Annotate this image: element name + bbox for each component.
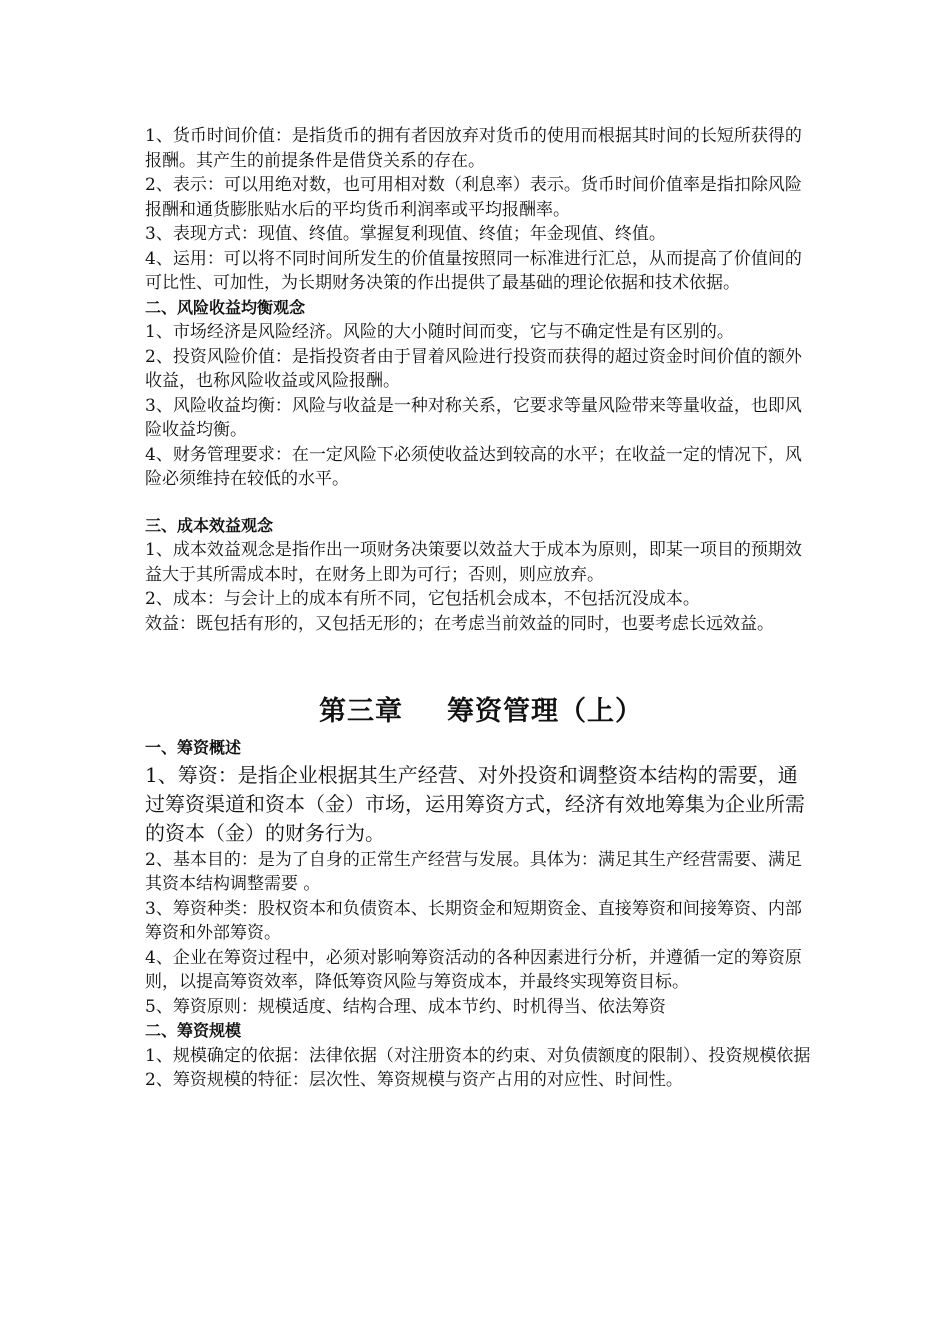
- paragraph: 4、企业在筹资过程中，必须对影响筹资活动的各种因素进行分析，并遵循一定的筹资原则，以提高筹资效率，降低筹资风险与筹资成本，并最终实现筹资目标。: [145, 947, 802, 992]
- chapter-name: 筹资管理（上）: [447, 696, 643, 727]
- paragraph: 1、成本效益观念是指作出一项财务决策要以效益大于成本为原则，即某一项目的预期效益大于其所需成本时，在财务上即为可行；否则，则应放弃。: [145, 540, 802, 585]
- section-heading: 三、成本效益观念: [145, 515, 274, 535]
- paragraph: 2、筹资规模的特征：层次性、筹资规模与资产占用的对应性、时间性。: [145, 1070, 683, 1090]
- paragraph: 2、投资风险价值：是指投资者由于冒着风险进行投资而获得的超过资金时间价值的额外收益，也称风险收益或风险报酬。: [145, 346, 802, 391]
- paragraph: 2、表示：可以用绝对数，也可用相对数（利息率）表示。货币时间价值率是指扣除风险报酬和通货膨胀贴水后的平均货币利润率或平均报酬率。: [145, 175, 802, 220]
- paragraph: 3、表现方式：现值、终值。掌握复利现值、终值；年金现值、终值。: [145, 224, 666, 244]
- section-heading: 二、风险收益均衡观念: [145, 297, 306, 317]
- paragraph: 3、风险收益均衡：风险与收益是一种对称关系，它要求等量风险带来等量收益，也即风险收益均衡。: [145, 395, 802, 440]
- paragraph-large: 1、筹资：是指企业根据其生产经营、对外投资和调整资本结构的需要，通过筹资渠道和资本（金）市场，运用筹资方式，经济有效地筹集为企业所需的资本（金）的财务行为。: [145, 762, 805, 845]
- paragraph: 1、市场经济是风险经济。风险的大小随时间而变，它与不确定性是有区别的。: [145, 322, 734, 342]
- paragraph: 2、基本目的：是为了自身的正常生产经营与发展。具体为：满足其生产经营需要、满足其资本结构调整需要 。: [145, 849, 802, 894]
- section-heading: 二、筹资规模: [145, 1021, 242, 1040]
- paragraph: 1、规模确定的依据：法律依据（对注册资本的约束、对负债额度的限制）、投资规模依据: [145, 1045, 811, 1066]
- paragraph: 4、财务管理要求：在一定风险下必须使收益达到较高的水平；在收益一定的情况下，风险必须维持在较低的水平。: [145, 444, 802, 489]
- paragraph: 5、筹资原则：规模适度、结构合理、成本节约、时机得当、依法筹资: [145, 996, 666, 1017]
- paragraph: 1、货币时间价值：是指货币的拥有者因放弃对货币的使用而根据其时间的长短所获得的报酬。其产生的前提条件是借贷关系的存在。: [145, 126, 802, 171]
- paragraph: 3、筹资种类：股权资本和负债资本、长期资金和短期资金、直接筹资和间接筹资、内部筹资和外部筹资。: [145, 898, 802, 943]
- section-heading: 一、筹资概述: [145, 738, 242, 757]
- paragraph: 4、运用：可以将不同时间所发生的价值量按照同一标准进行汇总，从而提高了价值间的可比性、可加性，为长期财务决策的作出提供了最基础的理论依据和技术依据。: [145, 248, 802, 293]
- chapter-number: 第三章: [319, 696, 403, 727]
- chapter-title: [145, 694, 817, 730]
- paragraph: 效益：既包括有形的，又包括无形的；在考虑当前效益的同时，也要考虑长远效益。: [145, 613, 774, 634]
- paragraph: 2、成本：与会计上的成本有所不同，它包括机会成本，不包括沉没成本。: [145, 589, 700, 609]
- document-page: [145, 124, 817, 1093]
